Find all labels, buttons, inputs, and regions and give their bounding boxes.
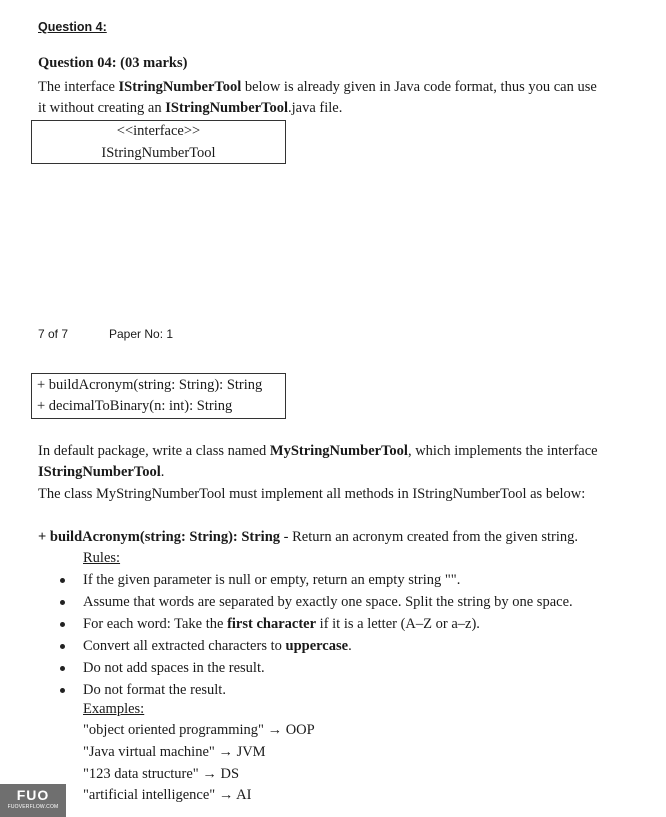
- watermark-logo-text: FUO: [16, 787, 50, 803]
- uml-stereotype: <<interface>>: [116, 123, 201, 139]
- example-item: "object oriented programming" → OOP: [83, 722, 315, 738]
- rule-item: Do not add spaces in the result.: [58, 659, 573, 681]
- watermark-logo: [0, 784, 66, 817]
- bullet-icon: [60, 600, 65, 605]
- task-line-3: The class MyStringNumberTool must implement all methods in IStringNumberTool as below:: [38, 486, 586, 502]
- bullet-icon: [60, 644, 65, 649]
- page-number: 7 of 7: [38, 327, 69, 341]
- rule-item: Convert all extracted characters to uppercase.: [58, 637, 573, 659]
- bullet-icon: [60, 622, 65, 627]
- watermark-site-text: FUOVERFLOW.COM: [7, 804, 59, 810]
- question-title: Question 04: (03 marks): [38, 55, 188, 71]
- uml-method-decimal-to-binary: + decimalToBinary(n: int): String: [37, 398, 233, 414]
- intro-line-2: it without creating an IStringNumberTool.java file.: [38, 100, 343, 116]
- rule-item: If the given parameter is null or empty, return an empty string "".: [58, 571, 573, 593]
- bullet-icon: [60, 666, 65, 671]
- example-item: "artificial intelligence" → AI: [83, 787, 252, 803]
- task-line-2: IStringNumberTool.: [38, 464, 165, 480]
- question-heading: Question 4:: [38, 20, 107, 34]
- rule-item: Do not format the result.: [58, 681, 573, 703]
- examples-label: Examples:: [83, 701, 145, 717]
- paper-number: Paper No: 1: [109, 327, 174, 341]
- bullet-icon: [60, 578, 65, 583]
- example-item: "123 data structure" → DS: [83, 766, 240, 782]
- uml-interface-box: [31, 120, 286, 164]
- bullet-icon: [60, 688, 65, 693]
- rules-list: [58, 571, 573, 703]
- uml-interface-name: IStringNumberTool: [101, 145, 216, 161]
- uml-methods-box: [31, 373, 286, 419]
- method-heading: + buildAcronym(string: String): String - Return an acronym created from the given string.: [38, 529, 578, 545]
- rule-item: For each word: Take the first character if it is a letter (A–Z or a–z).: [58, 615, 573, 637]
- intro-line-1: The interface IStringNumberTool below is already given in Java code format, thus you can use: [38, 79, 597, 95]
- example-item: "Java virtual machine" → JVM: [83, 744, 266, 760]
- rule-item: Assume that words are separated by exactly one space. Split the string by one space.: [58, 593, 573, 615]
- rules-label: Rules:: [83, 550, 121, 566]
- task-line-1: In default package, write a class named MyStringNumberTool, which implements the interface: [38, 443, 598, 459]
- uml-method-build-acronym: + buildAcronym(string: String): String: [37, 377, 263, 393]
